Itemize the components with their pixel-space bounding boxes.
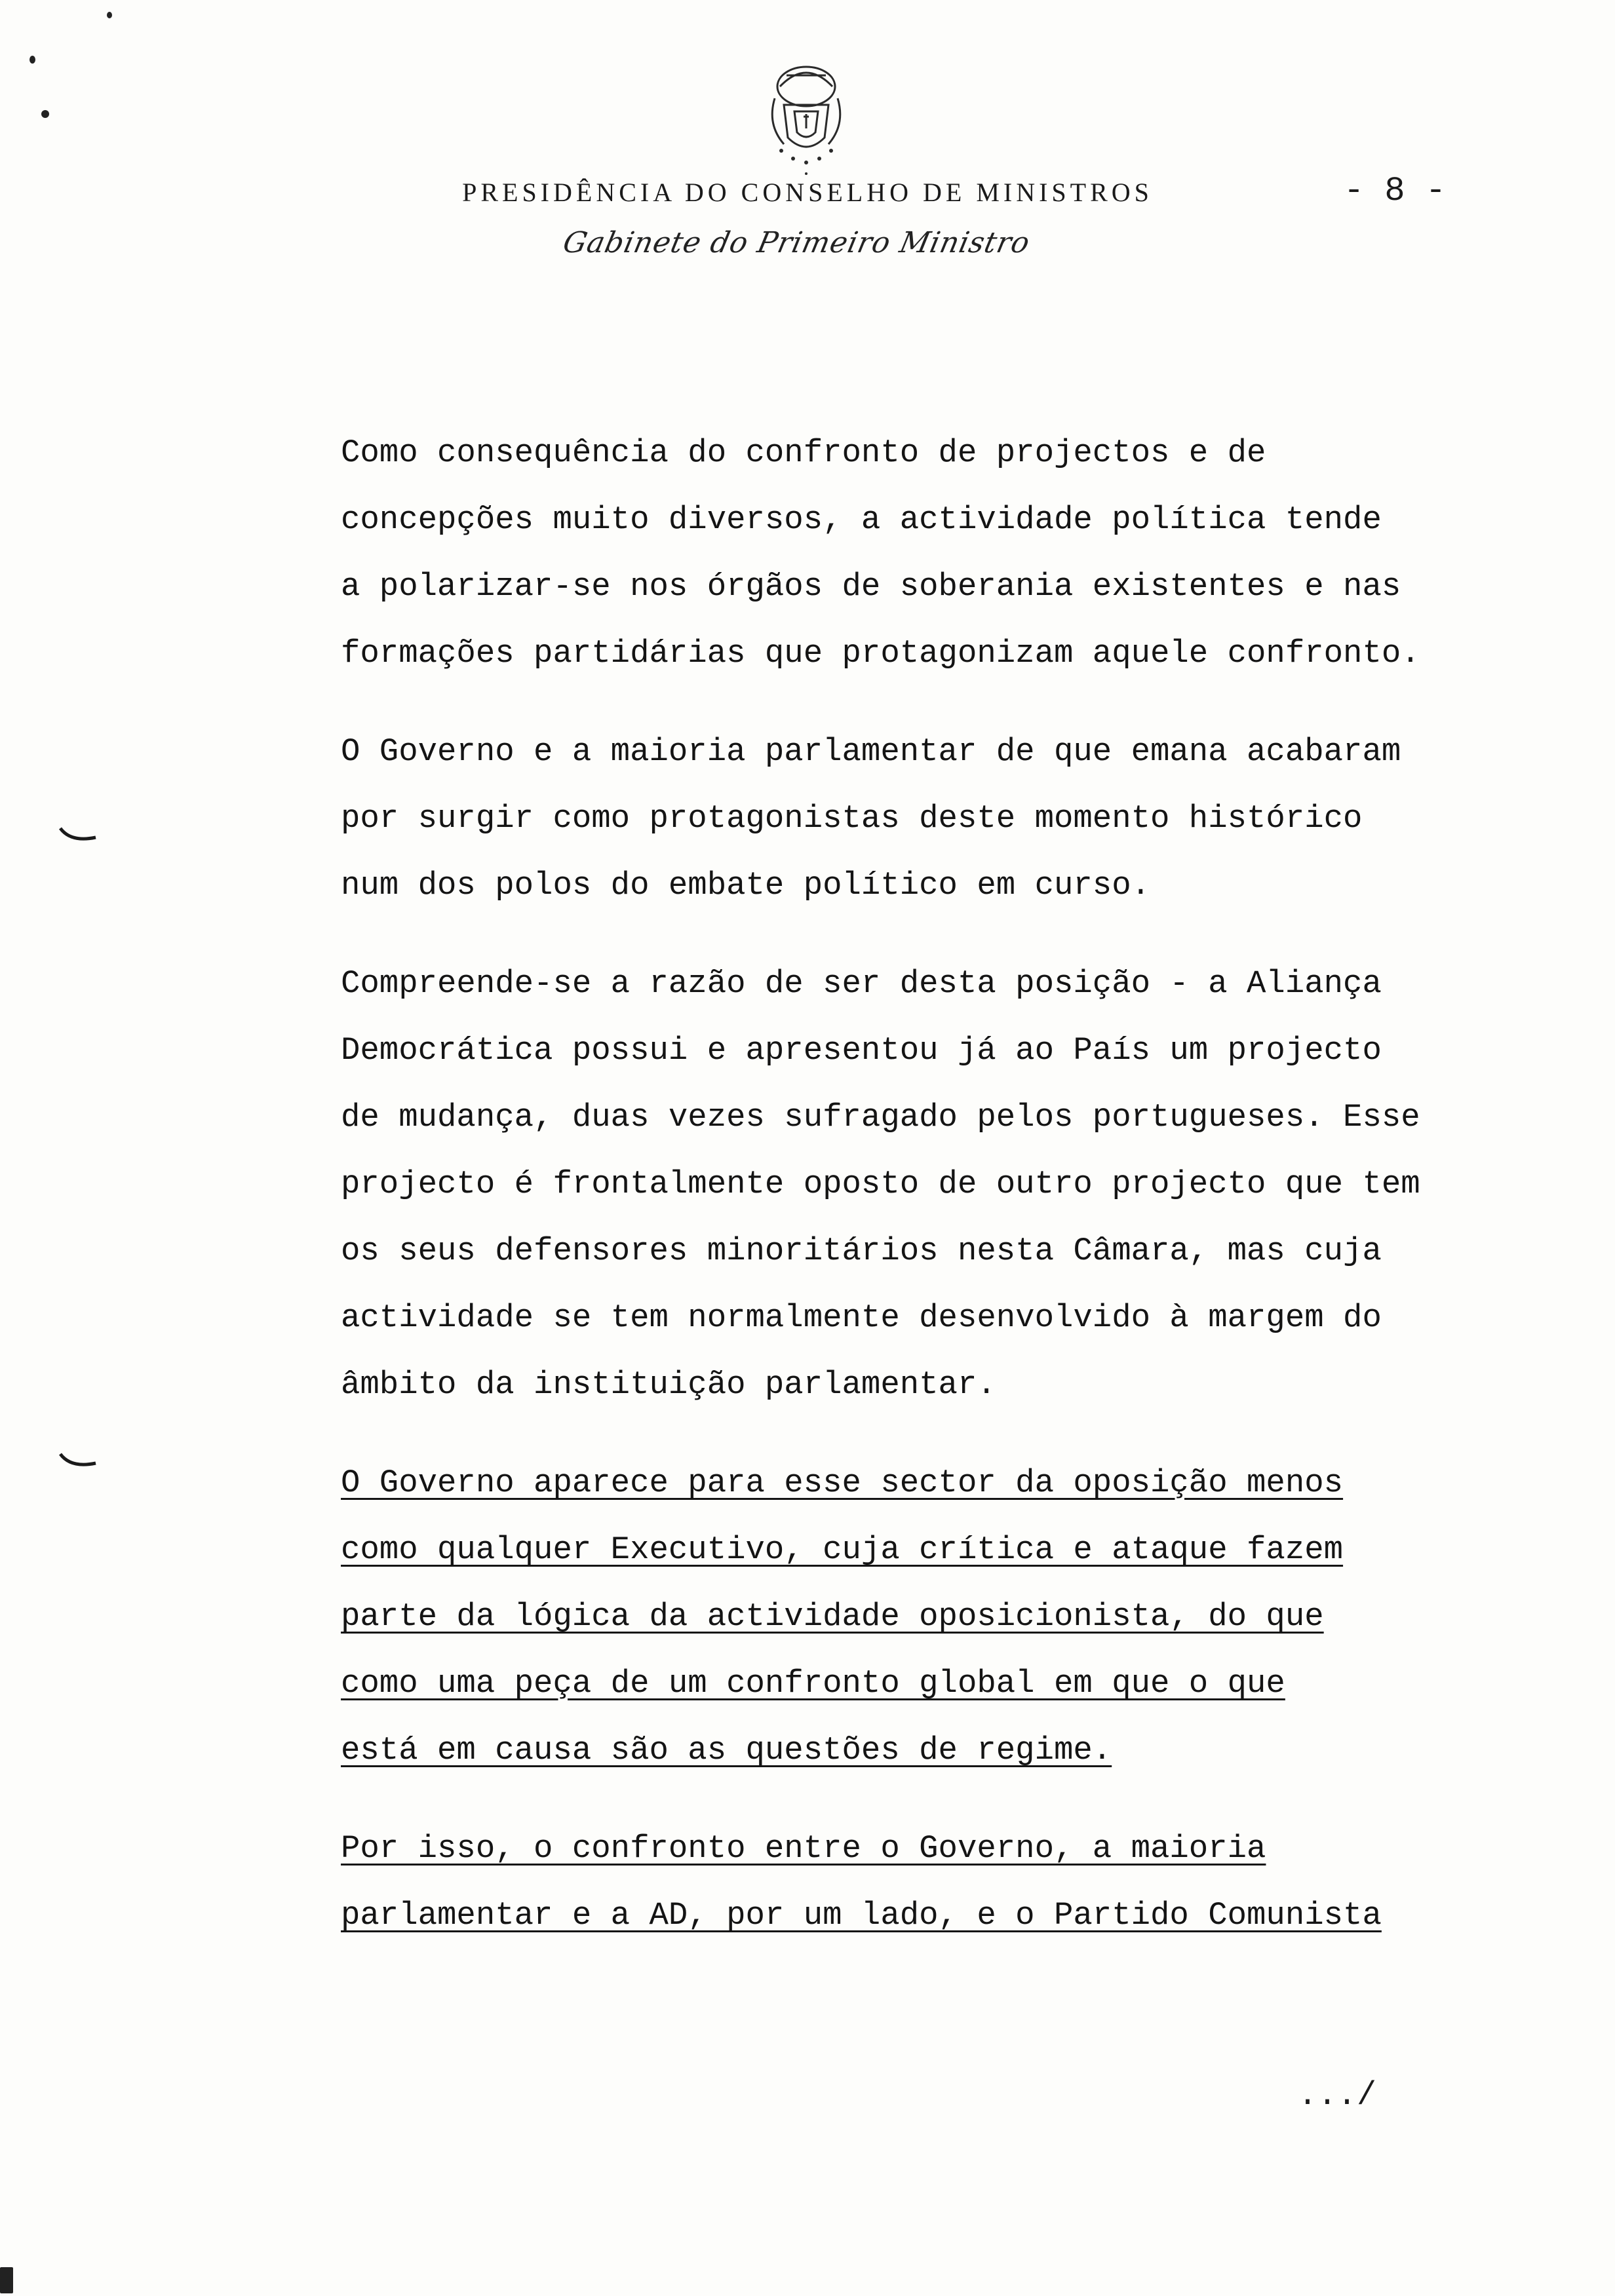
- continuation-mark: .../: [1298, 2077, 1377, 2114]
- document-body: [341, 419, 1468, 1980]
- text-line: os seus defensores minoritários nesta Câmara, mas cuja: [341, 1233, 1382, 1269]
- text-line: Compreende-se a razão de ser desta posição - a Aliança: [341, 965, 1382, 1002]
- office-signature: Gabinete do Primeiro Ministro: [560, 226, 1034, 259]
- text-line: Por isso, o confronto entre o Governo, a maioria: [341, 1830, 1266, 1867]
- page-number: - 8 -: [1344, 172, 1447, 210]
- text-line: de mudança, duas vezes sufragado pelos portugueses. Esse: [341, 1099, 1420, 1136]
- text-line: concepções muito diversos, a actividade política tende: [341, 501, 1382, 538]
- text-line: a polarizar-se nos órgãos de soberania existentes e nas: [341, 568, 1401, 605]
- institution-name: PRESIDÊNCIA DO CONSELHO DE MINISTROS: [462, 178, 1153, 207]
- text-line: formações partidárias que protagonizam aquele confronto.: [341, 635, 1420, 672]
- text-line: como qualquer Executivo, cuja crítica e ataque fazem: [341, 1531, 1344, 1568]
- text-line: projecto é frontalmente oposto de outro projecto que tem: [341, 1166, 1420, 1202]
- paragraph-5-underlined: [341, 1815, 1468, 1949]
- text-line: O Governo e a maioria parlamentar de que emana acabaram: [341, 733, 1401, 770]
- coat-of-arms-seal-icon: [741, 46, 872, 177]
- margin-check-mark-icon: [59, 826, 98, 845]
- text-line: actividade se tem normalmente desenvolvido à margem do: [341, 1299, 1382, 1336]
- scan-speck: [29, 56, 35, 64]
- paragraph-1: [341, 419, 1468, 687]
- scan-speck: [0, 2267, 13, 2293]
- text-line: parlamentar e a AD, por um lado, e o Partido Comunista: [341, 1897, 1382, 1934]
- text-line: Democrática possui e apresentou já ao País um projecto: [341, 1032, 1382, 1069]
- text-line: parte da lógica da actividade oposicionista, do que: [341, 1598, 1324, 1635]
- margin-check-mark-icon: [59, 1451, 98, 1471]
- text-line: por surgir como protagonistas deste momento histórico: [341, 800, 1363, 837]
- scan-speck: [107, 12, 112, 18]
- paragraph-3: [341, 950, 1468, 1418]
- text-line: âmbito da instituição parlamentar.: [341, 1366, 996, 1403]
- scan-speck: [41, 110, 49, 118]
- paragraph-4-underlined: [341, 1449, 1468, 1784]
- text-line: como uma peça de um confronto global em que o que: [341, 1665, 1285, 1702]
- text-line: Como consequência do confronto de projectos e de: [341, 434, 1266, 471]
- text-line: O Governo aparece para esse sector da oposição menos: [341, 1464, 1344, 1501]
- paragraph-2: [341, 718, 1468, 919]
- text-line: num dos polos do embate político em curso.: [341, 867, 1151, 904]
- text-line: está em causa são as questões de regime.: [341, 1732, 1112, 1769]
